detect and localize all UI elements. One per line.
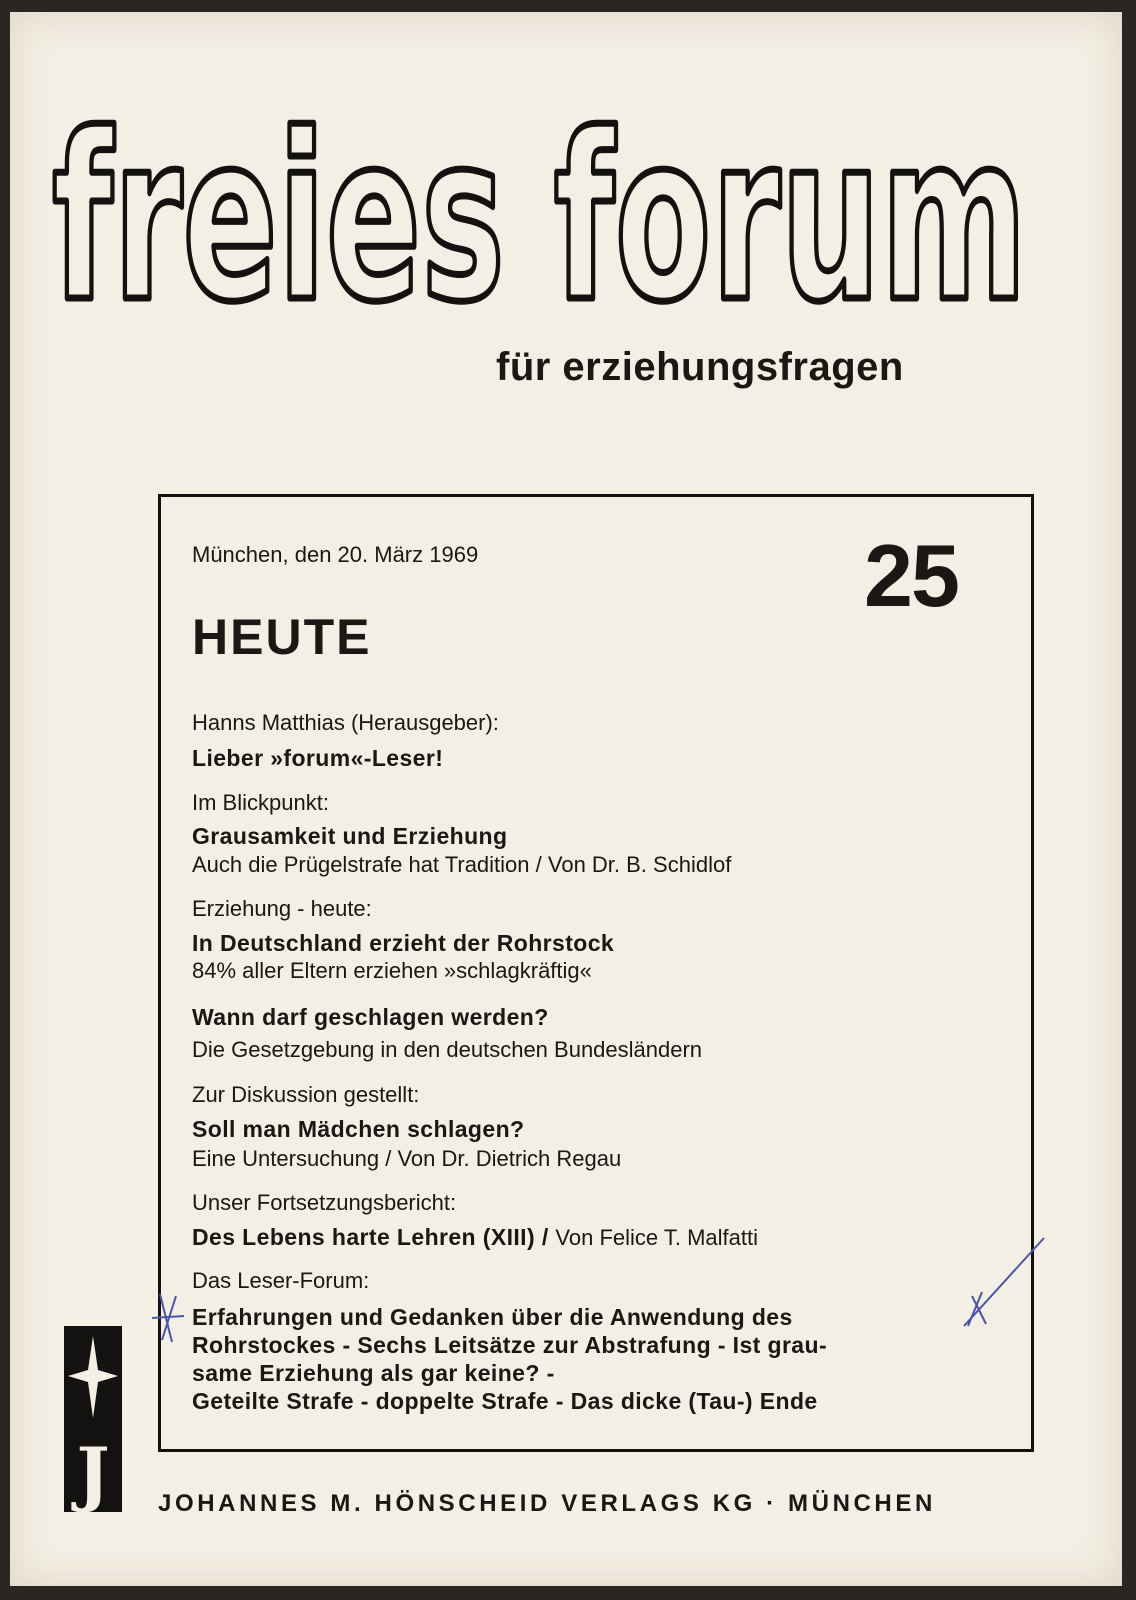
item-headline: Grausamkeit und Erziehung — [192, 823, 508, 849]
item-headline: Lieber »forum«-Leser! — [192, 745, 444, 771]
item-kicker: Das Leser-Forum: — [192, 1268, 370, 1293]
issue-date: München, den 20. März 1969 — [192, 542, 479, 567]
contents-heading: HEUTE — [192, 609, 372, 665]
reader-forum-line: Geteilte Strafe - doppelte Strafe - Das dicke (Tau-) Ende — [192, 1388, 818, 1414]
masthead-subtitle: für erziehungsfragen — [496, 345, 904, 389]
reader-forum-line: Erfahrungen und Gedanken über die Anwendung des — [192, 1304, 793, 1330]
item-deck: Die Gesetzgebung in den deutschen Bundesländern — [192, 1037, 703, 1062]
reader-forum-line: same Erziehung als gar keine? - — [192, 1360, 555, 1386]
logo-letter: J — [76, 1432, 110, 1512]
item-headline: Soll man Mädchen schlagen? — [192, 1116, 525, 1142]
item-byline: Von Felice T. Malfatti — [555, 1225, 758, 1250]
publisher-logo — [64, 1326, 122, 1512]
pen-mark-icon — [150, 1290, 186, 1346]
item-kicker: Hanns Matthias (Herausgeber): — [192, 710, 499, 735]
star-icon — [68, 1336, 118, 1418]
item-kicker: Erziehung - heute: — [192, 896, 372, 921]
item-headline: Wann darf geschlagen werden? — [192, 1004, 549, 1030]
reader-forum-line: Rohrstockes - Sechs Leitsätze zur Abstrafung - Ist grau- — [192, 1332, 827, 1358]
item-kicker: Im Blickpunkt: — [192, 790, 329, 815]
item-deck: 84% aller Eltern erziehen »schlagkräftig« — [192, 958, 592, 983]
item-headline: In Deutschland erzieht der Rohrstock — [192, 930, 615, 956]
issue-number: 25 — [864, 526, 958, 625]
item-deck: Eine Untersuchung / Von Dr. Dietrich Regau — [192, 1146, 622, 1171]
item-deck: Auch die Prügelstrafe hat Tradition / Von Dr. B. Schidlof — [192, 852, 732, 877]
masthead-title-text: freies forum — [52, 86, 1027, 353]
masthead-title — [52, 86, 1032, 353]
pen-mark-icon — [960, 1232, 1050, 1332]
item-headline-line — [192, 1226, 758, 1249]
item-kicker: Zur Diskussion gestellt: — [192, 1082, 420, 1107]
item-headline: Des Lebens harte Lehren (XIII) / — [192, 1224, 549, 1250]
item-kicker: Unser Fortsetzungsbericht: — [192, 1190, 457, 1215]
publisher-name: JOHANNES M. HÖNSCHEID VERLAGS KG · MÜNCHEN — [158, 1490, 936, 1517]
